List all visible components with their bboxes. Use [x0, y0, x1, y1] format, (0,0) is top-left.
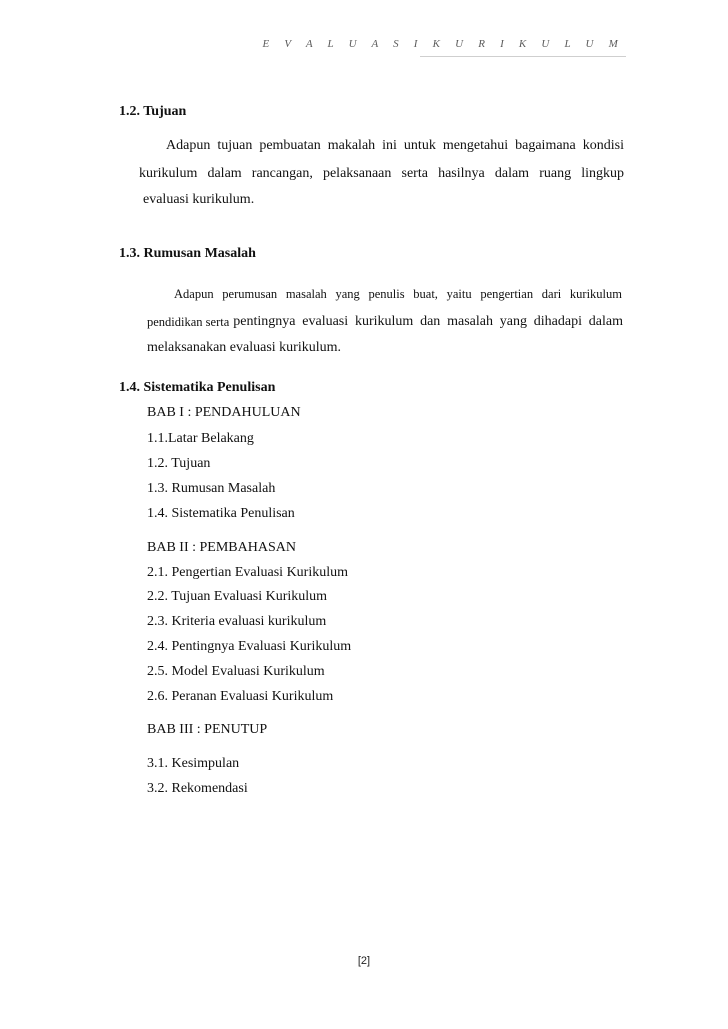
outline-item: 2.2. Tujuan Evaluasi Kurikulum	[147, 589, 328, 604]
outline-item: 2.6. Peranan Evaluasi Kurikulum	[147, 689, 334, 704]
outline-item: 2.1. Pengertian Evaluasi Kurikulum	[147, 565, 349, 580]
outline-item: 3.1. Kesimpulan	[147, 756, 240, 771]
paragraph-line: Adapun tujuan pembuatan makalah ini untuk mengetahui bagaimana kondisi	[166, 138, 624, 153]
paragraph-line: evaluasi kurikulum.	[143, 192, 255, 207]
outline-item: 1.3. Rumusan Masalah	[147, 481, 276, 496]
header-divider	[420, 56, 626, 57]
outline-item: 1.1.Latar Belakang	[147, 431, 254, 446]
chapter-title-bab1: BAB I : PENDAHULUAN	[147, 405, 301, 420]
paragraph-segment: pentingnya evaluasi kurikulum dan masalah yang dihadapi dalam	[233, 314, 623, 329]
outline-item: 2.4. Pentingnya Evaluasi Kurikulum	[147, 639, 352, 654]
paragraph-line: melaksanakan evaluasi kurikulum.	[147, 340, 341, 355]
outline-item: 1.4. Sistematika Penulisan	[147, 506, 295, 521]
outline-item: 2.3. Kriteria evaluasi kurikulum	[147, 614, 327, 629]
section-heading-rumusan-masalah: 1.3. Rumusan Masalah	[119, 246, 256, 261]
paragraph-line: Adapun perumusan masalah yang penulis buat, yaitu pengertian dari kurikulum	[174, 287, 622, 301]
outline-item: 2.5. Model Evaluasi Kurikulum	[147, 664, 325, 679]
paragraph-line	[147, 314, 623, 330]
outline-item: 3.2. Rekomendasi	[147, 781, 248, 796]
chapter-title-bab2: BAB II : PEMBAHASAN	[147, 540, 296, 555]
outline-item: 1.2. Tujuan	[147, 456, 211, 471]
paragraph-segment: pendidikan serta	[147, 314, 230, 329]
section-heading-sistematika: 1.4. Sistematika Penulisan	[119, 380, 276, 395]
page-number: [2]	[357, 955, 371, 967]
paragraph-line: kurikulum dalam rancangan, pelaksanaan serta hasilnya dalam ruang lingkup	[139, 166, 624, 181]
chapter-title-bab3: BAB III : PENUTUP	[147, 722, 268, 737]
section-heading-tujuan: 1.2. Tujuan	[119, 104, 187, 119]
running-header-title: E V A L U A S I K U R I K U L U M	[262, 38, 624, 50]
